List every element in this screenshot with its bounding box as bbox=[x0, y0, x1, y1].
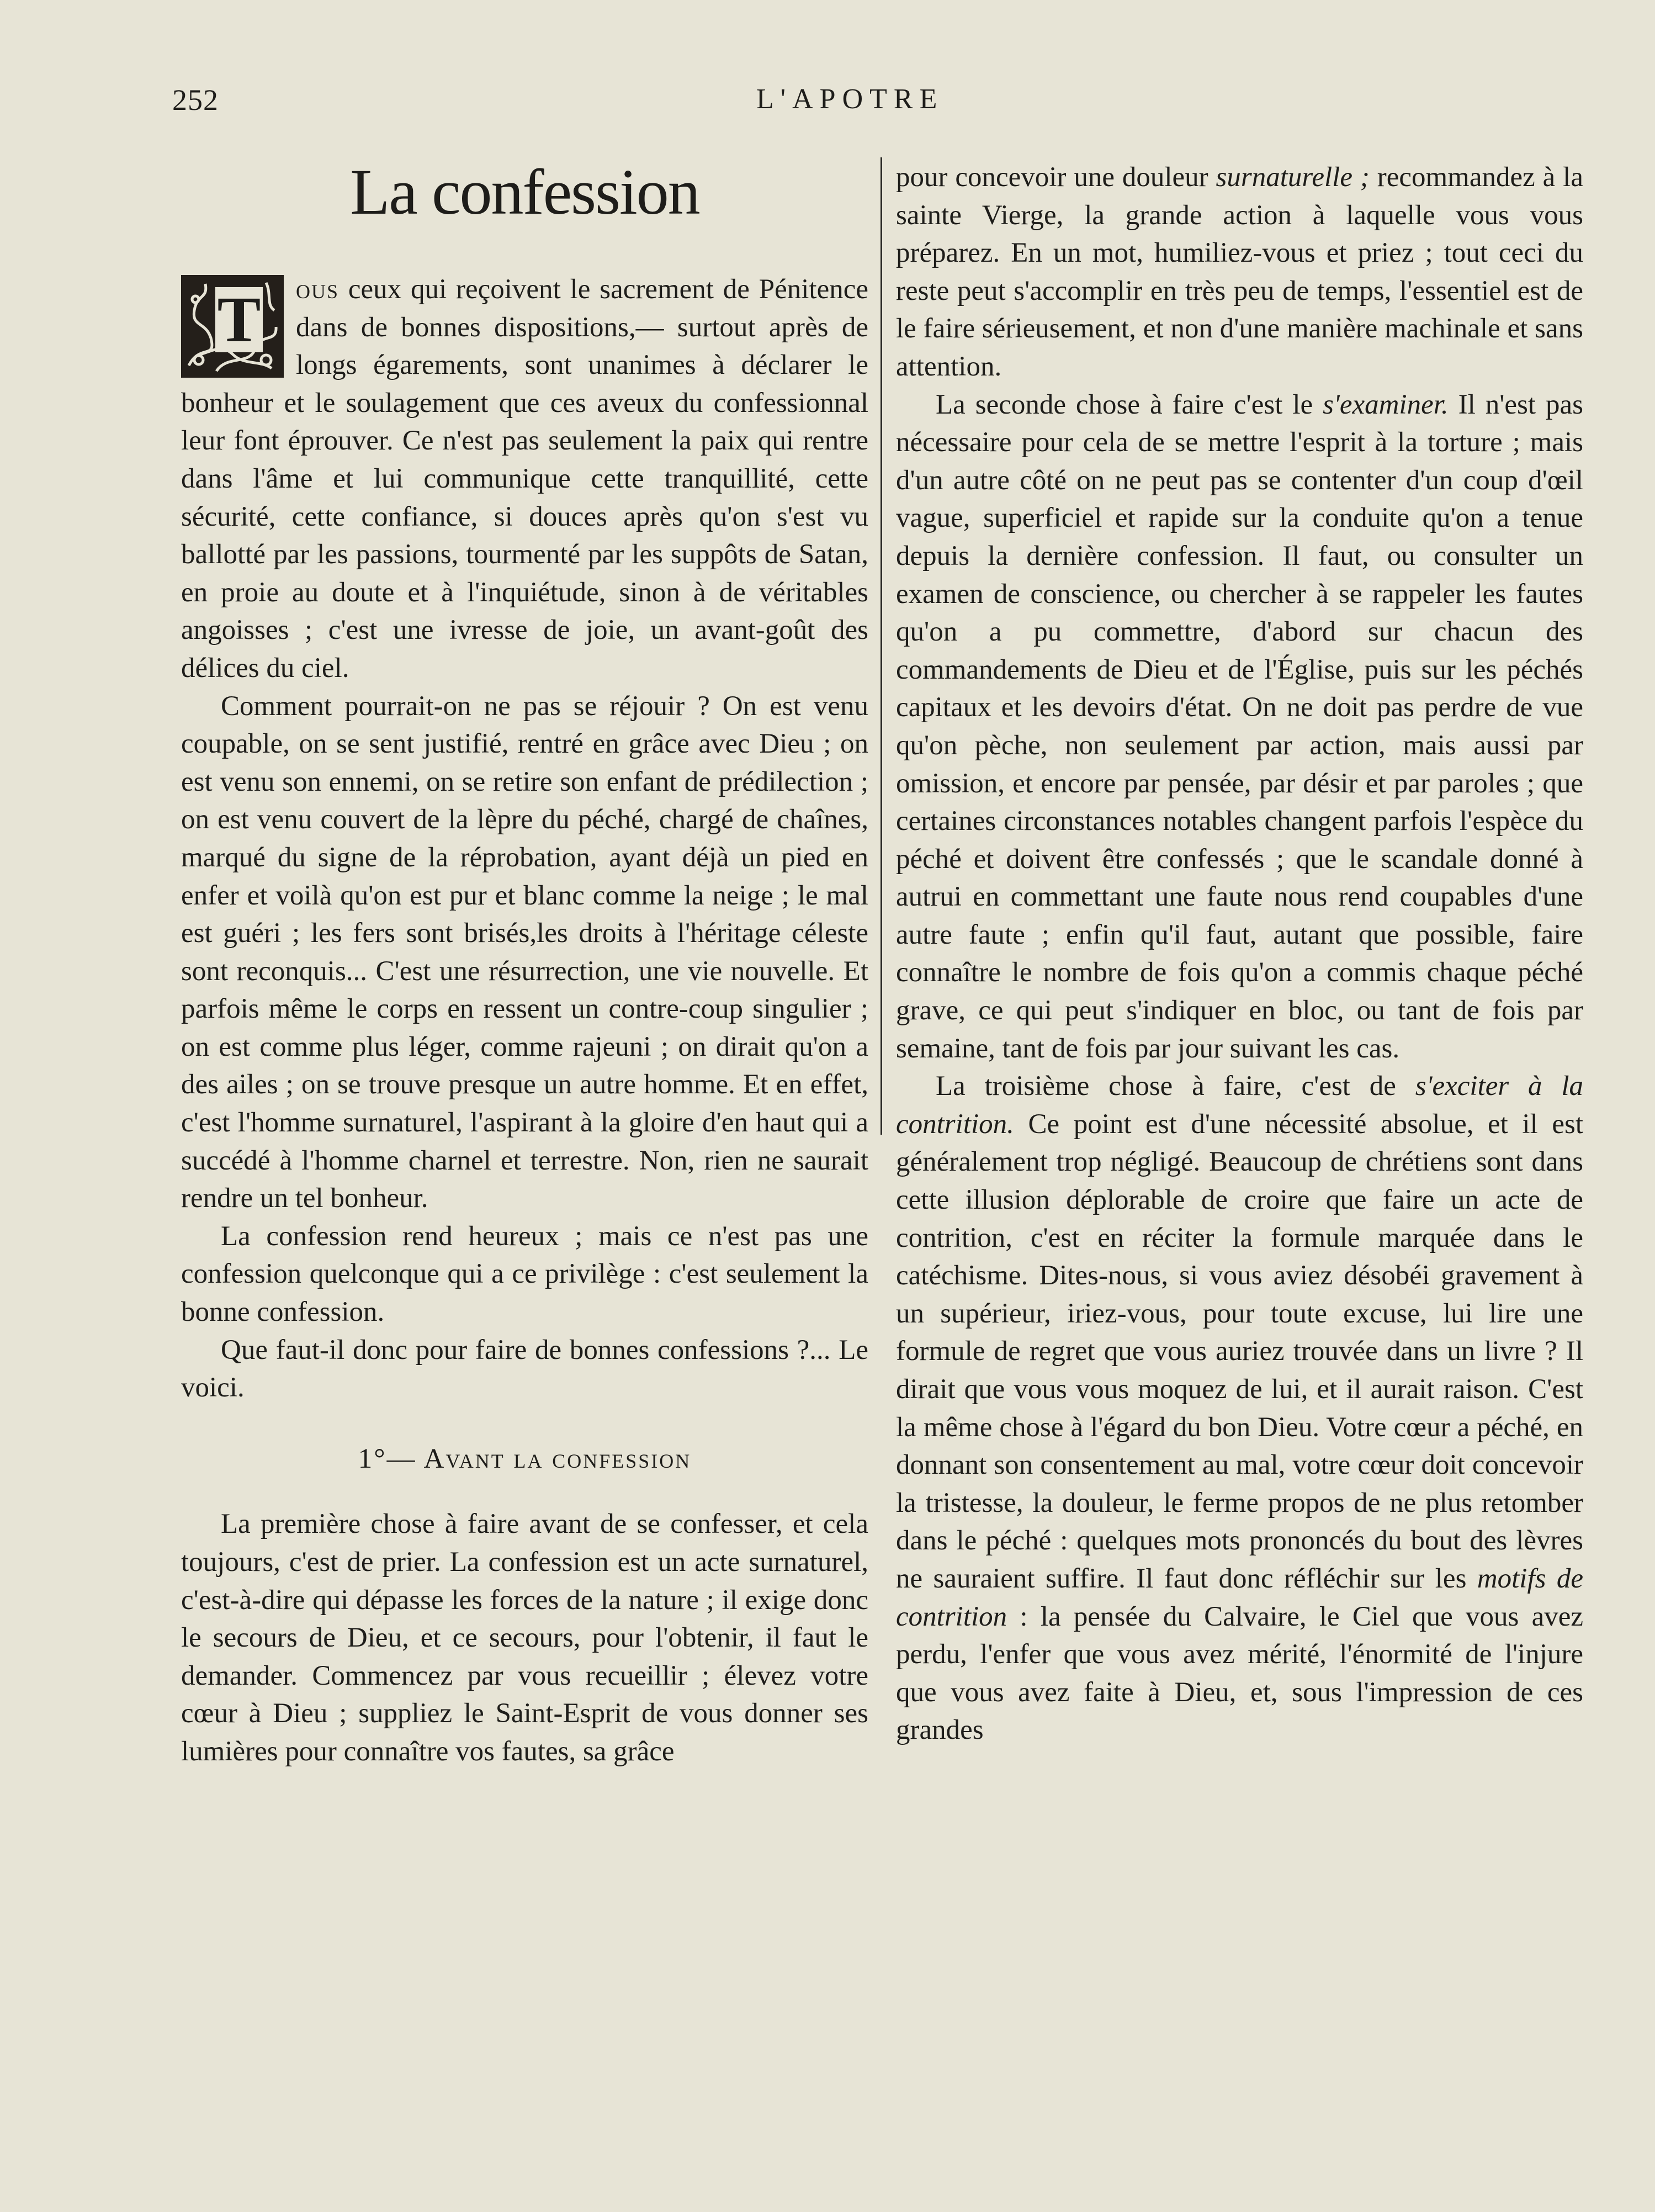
paragraph-7-emphasis: s'examiner. bbox=[1323, 389, 1449, 420]
ornamental-dropcap bbox=[181, 275, 284, 378]
paragraph-7-text-a: La seconde chose à faire c'est le bbox=[936, 389, 1323, 420]
page-number: 252 bbox=[172, 83, 219, 117]
running-title: L'APOTRE bbox=[756, 83, 944, 115]
left-column-body bbox=[181, 271, 868, 1771]
paragraph-8 bbox=[896, 1067, 1583, 1749]
lead-in-words: ous bbox=[296, 274, 340, 305]
paragraph-8-emphasis-2: motifs de contrition bbox=[896, 1563, 1583, 1632]
dropcap-letter: T bbox=[215, 287, 263, 352]
paragraph-1 bbox=[181, 271, 868, 687]
paragraph-8-text-c: : la pensée du Calvaire, le Ciel que vous avez perdu, l'enfer que vous avez mérité, l'énormité de l'injure que vous avez faite à Dieu, et, sous l'impression de ces grandes bbox=[896, 1601, 1583, 1746]
paragraph-5: La première chose à faire avant de se confesser, et cela toujours, c'est de prier. La confession est un acte surnaturel, c'est-à-dire qui dépasse les forces de la nature ; il exige donc le secours de Dieu, et ce secours, pour l'obtenir, il faut le demander. Commencez par vous recueillir ; élevez votre cœur à Dieu ; suppliez le Saint-Esprit de vous donner ses lumières pour connaître vos fautes, sa grâce bbox=[181, 1509, 868, 1767]
article-title: La confession bbox=[350, 156, 699, 228]
right-column-body bbox=[896, 158, 1583, 1749]
paragraph-6 bbox=[896, 158, 1583, 386]
paragraph-6-text-a: pour concevoir une douleur bbox=[896, 162, 1216, 193]
paragraph-8-emphasis: s'exciter à la contrition. bbox=[896, 1071, 1583, 1140]
paragraph-6-emphasis: surnaturelle ; bbox=[1216, 162, 1370, 193]
paragraph-6-text-b: recommandez à la sainte Vierge, la grande action à laquelle vous vous préparez. En un mot, humiliez-vous et priez ; tout ceci du reste peut s'accomplir en très peu de temps, l'essentiel est de le faire sérieusement, et non d'une manière machinale et sans attention. bbox=[896, 162, 1583, 382]
paragraph-7-text-b: Il n'est pas nécessaire pour cela de se mettre l'esprit à la torture ; mais d'un autre côté on ne peut pas se contenter d'un coup d'œil vague, superficiel et rapide sur la conduite qu'on a tenue depuis la dernière confession. Il faut, ou consulter un examen de conscience, ou chercher à se rappeler les fautes qu'on a pu commettre, d'abord sur chacun des commandements de Dieu et de l'Église, puis sur les péchés capitaux et les devoirs d'état. On ne doit pas perdre de vue qu'on pèche, non seulement par action, mais aussi par omission, et encore par pensée, par désir et par paroles ; que certaines circonstances notables changent parfois l'espèce du péché et doivent être confessés ; que le scandale donné à autrui en commettant une faute nous rend coupables d'une autre faute ; enfin qu'il faut, autant que possible, faire connaître le nombre de fois qu'on a commis chaque péché grave, ce qui peut s'indiquer en bloc, ou tant de fois par semaine, tant de fois par jour suivant les cas. bbox=[896, 389, 1583, 1064]
paragraph-8-text-a: La troisième chose à faire, c'est de bbox=[936, 1071, 1415, 1102]
paragraph-3: La confession rend heureux ; mais ce n'est pas une confession quelconque qui a ce privilège : c'est seulement la bonne confession. bbox=[181, 1220, 868, 1328]
section-heading: 1°— Avant la confession bbox=[358, 1443, 692, 1474]
column-divider bbox=[880, 157, 882, 1135]
paragraph-7 bbox=[896, 386, 1583, 1068]
paragraph-8-text-b: Ce point est d'une nécessité absolue, et il est généralement trop négligé. Beaucoup de chrétiens sont dans cette illusion déplorable de croire que faire un acte de contrition, c'est en réciter la formule marquée dans le catéchisme. Dites-nous, si vous aviez désobéi gravement à un supérieur, iriez-vous, pour toute excuse, lui lire une formule de regret que vous auriez trouvée dans un livre ? Il dirait que vous vous moquez de lui, et il aurait raison. C'est la même chose à l'égard du bon Dieu. Votre cœur a péché, en donnant son consentement au mal, votre cœur doit concevoir la tristesse, la douleur, le ferme propos de ne plus retomber dans le péché : quelques mots prononcés du bout des lèvres ne sauraient suffire. Il faut donc réfléchir sur les bbox=[896, 1108, 1583, 1594]
paragraph-2: Comment pourrait-on ne pas se réjouir ? On est venu coupable, on se sent justifié, rentré en grâce avec Dieu ; on est venu son ennemi, on se retire son enfant de prédilection ; on est venu couvert de la lèpre du péché, chargé de chaînes, marqué du signe de la réprobation, ayant déjà un pied en enfer et voilà qu'on est pur et blanc comme la neige ; le mal est guéri ; les fers sont brisés,les droits à l'héritage céleste sont reconquis... C'est une résurrection, une vie nouvelle. Et parfois même le corps en ressent un contre-coup singulier ; on est comme plus léger, comme rajeuni ; on dirait qu'on a des ailes ; on se trouve presque un autre homme. Et en effet, c'est l'homme surnaturel, l'aspirant à la gloire d'en haut qui a succédé à l'homme charnel et terrestre. Non, rien ne saurait rendre un tel bonheur. bbox=[181, 690, 868, 1214]
paragraph-1-text: ceux qui reçoivent le sacrement de Pénitence dans de bonnes dispositions,— surtout après de longs égarements, sont unanimes à déclarer le bonheur et le soulagement que ces aveux du confessionnal leur font éprouver. Ce n'est pas seulement la paix qui rentre dans l'âme et lui communique cette tranquillité, cette sécurité, cette confiance, si douces après qu'on s'est vu ballotté par les passions, tourmenté par les suppôts de Satan, en proie au doute et à l'inquiétude, sinon à de véritables angoisses ; c'est une ivresse de joie, un avant-goût des délices du ciel. bbox=[181, 274, 868, 684]
paragraph-4: Que faut-il donc pour faire de bonnes confessions ?... Le voici. bbox=[181, 1334, 868, 1404]
